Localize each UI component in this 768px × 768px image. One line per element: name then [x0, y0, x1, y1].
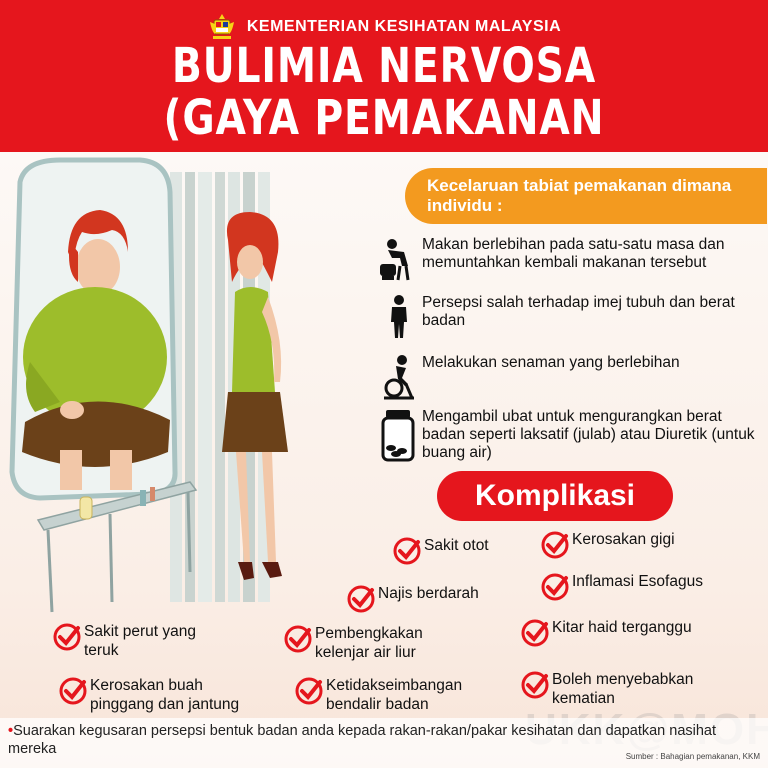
- complication-text: Najis berdarah: [378, 585, 479, 602]
- complication-item: [346, 584, 479, 614]
- source-note: Sumber : Bahagian pemakanan, KKM: [625, 752, 760, 761]
- complication-item: [58, 676, 268, 714]
- check-icon: [392, 536, 422, 566]
- complication-text: Kerosakan buah pinggang dan jantung: [90, 677, 240, 713]
- check-icon: [520, 618, 550, 648]
- exercise-bike-icon: [378, 354, 420, 400]
- check-icon: [294, 676, 324, 706]
- behaviour-item-2: [378, 294, 768, 340]
- complication-item: [540, 572, 703, 602]
- check-icon: [346, 584, 376, 614]
- standing-person-icon: [378, 294, 420, 340]
- pill-bottle-icon: [378, 408, 420, 464]
- check-icon: [283, 624, 313, 654]
- page-title-line1: BULIMIA NERVOSA: [171, 38, 597, 94]
- check-icon: [540, 572, 570, 602]
- complication-text: Sakit perut yang teruk: [84, 623, 197, 659]
- complication-text: Ketidakseimbangan bendalir badan: [326, 677, 463, 713]
- page-title-line2: (GAYA PEMAKANAN: [163, 90, 605, 146]
- footer-text: Suarakan kegusaran persepsi bentuk badan anda kepada rakan-rakan/pakar kesihatan dan dapatkan nasihat mereka: [8, 723, 717, 757]
- complication-item: [52, 622, 252, 660]
- complication-text: Kitar haid terganggu: [552, 619, 692, 636]
- check-icon: [58, 676, 88, 706]
- complications-title: Komplikasi: [437, 471, 673, 521]
- behaviour-text-4: Mengambil ubat untuk mengurangkan berat badan seperti laksatif (julab) atau Diuretik (untuk buang air): [422, 408, 755, 461]
- complication-item: [520, 670, 750, 708]
- complication-item: [283, 624, 483, 662]
- complication-item: [392, 536, 489, 566]
- complication-text: Pembengkakan kelenjar air liur: [315, 625, 423, 661]
- behaviour-text-1: Makan berlebihan pada satu-satu masa dan memuntahkan kembali makanan tersebut: [422, 236, 725, 271]
- check-icon: [520, 670, 550, 700]
- complication-text: Kerosakan gigi: [572, 531, 675, 548]
- vomiting-person-icon: [378, 236, 420, 282]
- complication-text: Sakit otot: [424, 537, 489, 554]
- complication-item: [540, 530, 675, 560]
- complication-item: [520, 618, 692, 648]
- complication-text: Inflamasi Esofagus: [572, 573, 703, 590]
- ministry-name: KEMENTERIAN KESIHATAN MALAYSIA: [246, 18, 562, 35]
- behaviour-item-1: [378, 236, 768, 282]
- behaviour-item-4: [378, 408, 768, 464]
- behaviour-item-3: [378, 354, 768, 400]
- complication-text: Boleh menyebabkan kematian: [552, 671, 694, 707]
- complication-item: [294, 676, 504, 714]
- mirror-illustration: [12, 160, 175, 498]
- behaviour-text-2: Persepsi salah terhadap imej tubuh dan berat badan: [422, 294, 735, 329]
- check-icon: [52, 622, 82, 652]
- behaviour-text-3: Melakukan senaman yang berlebihan: [422, 354, 680, 371]
- footer-bullet: •: [8, 723, 14, 739]
- illustration: [0, 152, 370, 622]
- intro-banner: Kecelaruan tabiat pemakanan dimana individu :: [405, 168, 767, 224]
- check-icon: [540, 530, 570, 560]
